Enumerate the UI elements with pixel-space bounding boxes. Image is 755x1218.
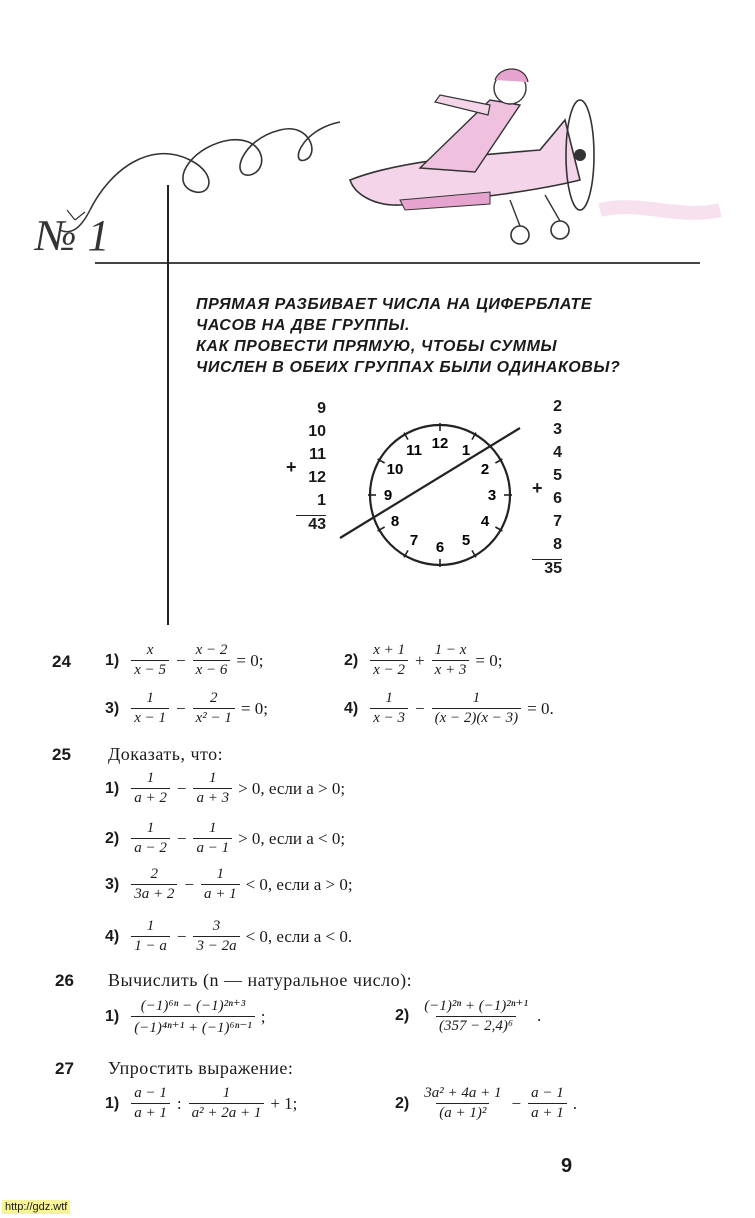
clock-number: 5	[461, 532, 471, 549]
item-label: 3)	[105, 875, 120, 893]
denominator: x − 1	[131, 708, 169, 727]
watermark: http://gdz.wtf	[2, 1200, 70, 1214]
operator: :	[176, 1093, 182, 1113]
item-tail: = 0.	[527, 698, 554, 718]
right-number: 7	[553, 513, 562, 530]
numerator: (−1)²ⁿ + (−1)²ⁿ⁺¹	[424, 998, 528, 1014]
item-tail: .	[572, 1093, 577, 1113]
numerator: x − 2	[195, 642, 228, 658]
right-number: 2	[553, 398, 562, 415]
item-tail: > 0, если a < 0;	[238, 828, 346, 848]
clock-number: 6	[435, 539, 445, 556]
denominator: 3a + 2	[131, 884, 177, 903]
denominator: x − 3	[370, 708, 408, 727]
denominator: x − 5	[131, 660, 169, 679]
denominator: (a + 1)²	[436, 1103, 489, 1122]
clock-number: 7	[409, 532, 419, 549]
numerator: 2	[150, 866, 159, 882]
fraction	[201, 866, 240, 903]
item-tail: = 0;	[240, 698, 268, 718]
left-sum: 43	[296, 515, 326, 539]
numerator: a − 1	[531, 1085, 564, 1101]
right-number: 3	[553, 421, 562, 438]
exercise-item	[105, 690, 268, 727]
right-plus-sign: +	[532, 478, 543, 498]
denominator: x² − 1	[193, 708, 235, 727]
operator: −	[415, 698, 425, 718]
numerator: 3a² + 4a + 1	[424, 1085, 502, 1101]
denominator: x − 6	[193, 660, 231, 679]
exercise-item	[105, 1085, 297, 1122]
item-label: 1)	[105, 1007, 120, 1025]
right-number: 4	[553, 444, 562, 461]
puzzle-text	[196, 294, 696, 378]
fraction	[432, 690, 522, 727]
item-label: 2)	[395, 1094, 410, 1112]
right-sum: 35	[532, 559, 562, 583]
denominator: a + 1	[201, 884, 240, 903]
fraction	[189, 1085, 265, 1122]
clock-number: 2	[480, 461, 490, 478]
numerator: 1	[222, 1085, 231, 1101]
denominator: x + 3	[432, 660, 470, 679]
fraction	[131, 918, 170, 955]
item-label: 4)	[105, 927, 120, 945]
numerator: x + 1	[373, 642, 406, 658]
left-number: 12	[308, 469, 326, 486]
fraction	[131, 1085, 170, 1122]
right-number: 6	[553, 490, 562, 507]
item-label: 2)	[105, 829, 120, 847]
operator: −	[176, 926, 187, 946]
left-sum-column	[296, 400, 326, 539]
clock-number: 10	[386, 461, 404, 478]
exercise-item	[344, 642, 502, 679]
fraction	[193, 918, 239, 955]
numerator: a − 1	[134, 1085, 167, 1101]
puzzle-line: ЧИСЛЕН В ОБЕИХ ГРУППАХ БЫЛИ ОДИНАКОВЫ?	[196, 359, 621, 376]
left-number: 1	[317, 492, 326, 509]
item-tail: ;	[260, 1006, 266, 1026]
denominator: a + 1	[131, 1103, 170, 1122]
fraction	[370, 690, 408, 727]
operator: −	[184, 874, 194, 894]
problem-26-heading: Вычислить (n — натуральное число):	[108, 970, 413, 990]
exercise-item	[344, 690, 554, 727]
clock-number: 1	[461, 442, 471, 459]
item-label: 4)	[344, 699, 359, 717]
operator: −	[511, 1093, 522, 1113]
item-tail: > 0, если a > 0;	[238, 778, 346, 798]
item-tail: < 0, если a > 0;	[245, 874, 353, 894]
denominator: a + 3	[193, 788, 232, 807]
numerator: 1	[146, 770, 155, 786]
denominator: a² + 2a + 1	[189, 1103, 265, 1122]
fraction	[193, 690, 235, 727]
problem-27-heading: Упростить выражение:	[108, 1058, 294, 1078]
denominator: (357 − 2,4)⁶	[436, 1016, 516, 1035]
fraction	[131, 866, 177, 903]
operator: −	[176, 828, 187, 848]
item-label: 1)	[105, 779, 120, 797]
fraction	[131, 820, 170, 857]
denominator: 3 − 2a	[193, 936, 239, 955]
clock-number: 3	[487, 487, 497, 504]
numerator: 1 − x	[434, 642, 467, 658]
puzzle-line: ПРЯМАЯ РАЗБИВАЕТ ЧИСЛА НА ЦИФЕРБЛАТЕ	[196, 296, 592, 313]
operator: −	[176, 778, 187, 798]
margin-rule	[167, 185, 169, 625]
problem-number-24: 24	[52, 652, 71, 671]
item-tail: + 1;	[270, 1093, 298, 1113]
denominator: a − 1	[193, 838, 232, 857]
fraction	[131, 996, 255, 1037]
clock-face	[335, 410, 525, 570]
numerator: 1	[216, 866, 225, 882]
left-number: 11	[309, 446, 326, 463]
denominator: a + 2	[131, 788, 170, 807]
operator: −	[176, 698, 186, 718]
clock-number: 4	[480, 513, 490, 530]
denominator: x − 2	[370, 660, 408, 679]
denominator: a + 1	[528, 1103, 567, 1122]
header-rule	[95, 262, 700, 264]
numerator: 1	[209, 820, 217, 836]
fraction	[131, 770, 170, 807]
problem-number-26: 26	[55, 971, 74, 990]
exercise-item	[105, 918, 352, 955]
numerator: (−1)⁶ⁿ − (−1)²ⁿ⁺³	[140, 998, 246, 1014]
numerator: 1	[146, 820, 155, 836]
left-number: 9	[317, 400, 326, 417]
exercise-item	[105, 866, 353, 903]
denominator: 1 − a	[131, 936, 170, 955]
clock-number: 9	[383, 487, 393, 504]
denominator: (−1)⁴ⁿ⁺¹ + (−1)⁶ⁿ⁻¹	[131, 1016, 255, 1037]
item-tail: .	[536, 1005, 542, 1025]
fraction	[432, 642, 470, 679]
problem-number-27: 27	[55, 1059, 74, 1078]
exercise-item	[105, 820, 345, 857]
operator: +	[415, 650, 425, 670]
item-label: 1)	[105, 651, 120, 669]
fraction	[528, 1085, 567, 1122]
airplane-illustration	[20, 60, 740, 270]
fraction	[421, 1085, 504, 1122]
fraction	[193, 642, 231, 679]
fraction	[131, 642, 169, 679]
numerator: 2	[210, 690, 218, 706]
item-label: 2)	[395, 1006, 410, 1024]
left-number: 10	[308, 423, 326, 440]
page-number: 9	[561, 1155, 573, 1177]
denominator: (x − 2)(x − 3)	[432, 708, 522, 727]
problem-25-heading: Доказать, что:	[108, 744, 224, 764]
item-label: 3)	[105, 699, 120, 717]
numerator: 1	[146, 918, 155, 934]
exercise-item	[395, 1085, 577, 1122]
clock-number: 12	[431, 435, 449, 452]
exercise-item	[395, 996, 541, 1035]
task-number-mark: № 1	[35, 211, 110, 260]
denominator: a − 2	[131, 838, 170, 857]
numerator: x	[146, 642, 154, 658]
dividing-line	[340, 428, 520, 538]
fraction	[193, 770, 232, 807]
puzzle-line: ЧАСОВ НА ДВЕ ГРУППЫ.	[196, 317, 411, 334]
clock-number: 8	[390, 513, 400, 530]
exercise-item	[105, 770, 345, 807]
exercise-item	[105, 642, 263, 679]
numerator: 3	[212, 918, 221, 934]
item-tail: < 0, если a < 0.	[245, 926, 353, 946]
item-tail: = 0;	[236, 650, 264, 670]
item-tail: = 0;	[475, 650, 503, 670]
fraction	[421, 996, 531, 1035]
operator: −	[176, 650, 186, 670]
left-plus-sign: +	[286, 457, 297, 477]
item-label: 2)	[344, 651, 359, 669]
numerator: 1	[385, 690, 393, 706]
fraction	[131, 690, 169, 727]
clock-number: 11	[406, 442, 422, 459]
problem-number-25: 25	[52, 745, 71, 764]
numerator: 1	[146, 690, 154, 706]
fraction	[370, 642, 408, 679]
numerator: 1	[472, 690, 481, 706]
exercise-item	[105, 996, 266, 1037]
puzzle-line: КАК ПРОВЕСТИ ПРЯМУЮ, ЧТОБЫ СУММЫ	[196, 338, 558, 355]
fraction	[193, 820, 232, 857]
right-number: 8	[553, 536, 562, 553]
item-label: 1)	[105, 1094, 120, 1112]
right-number: 5	[553, 467, 562, 484]
numerator: 1	[209, 770, 217, 786]
